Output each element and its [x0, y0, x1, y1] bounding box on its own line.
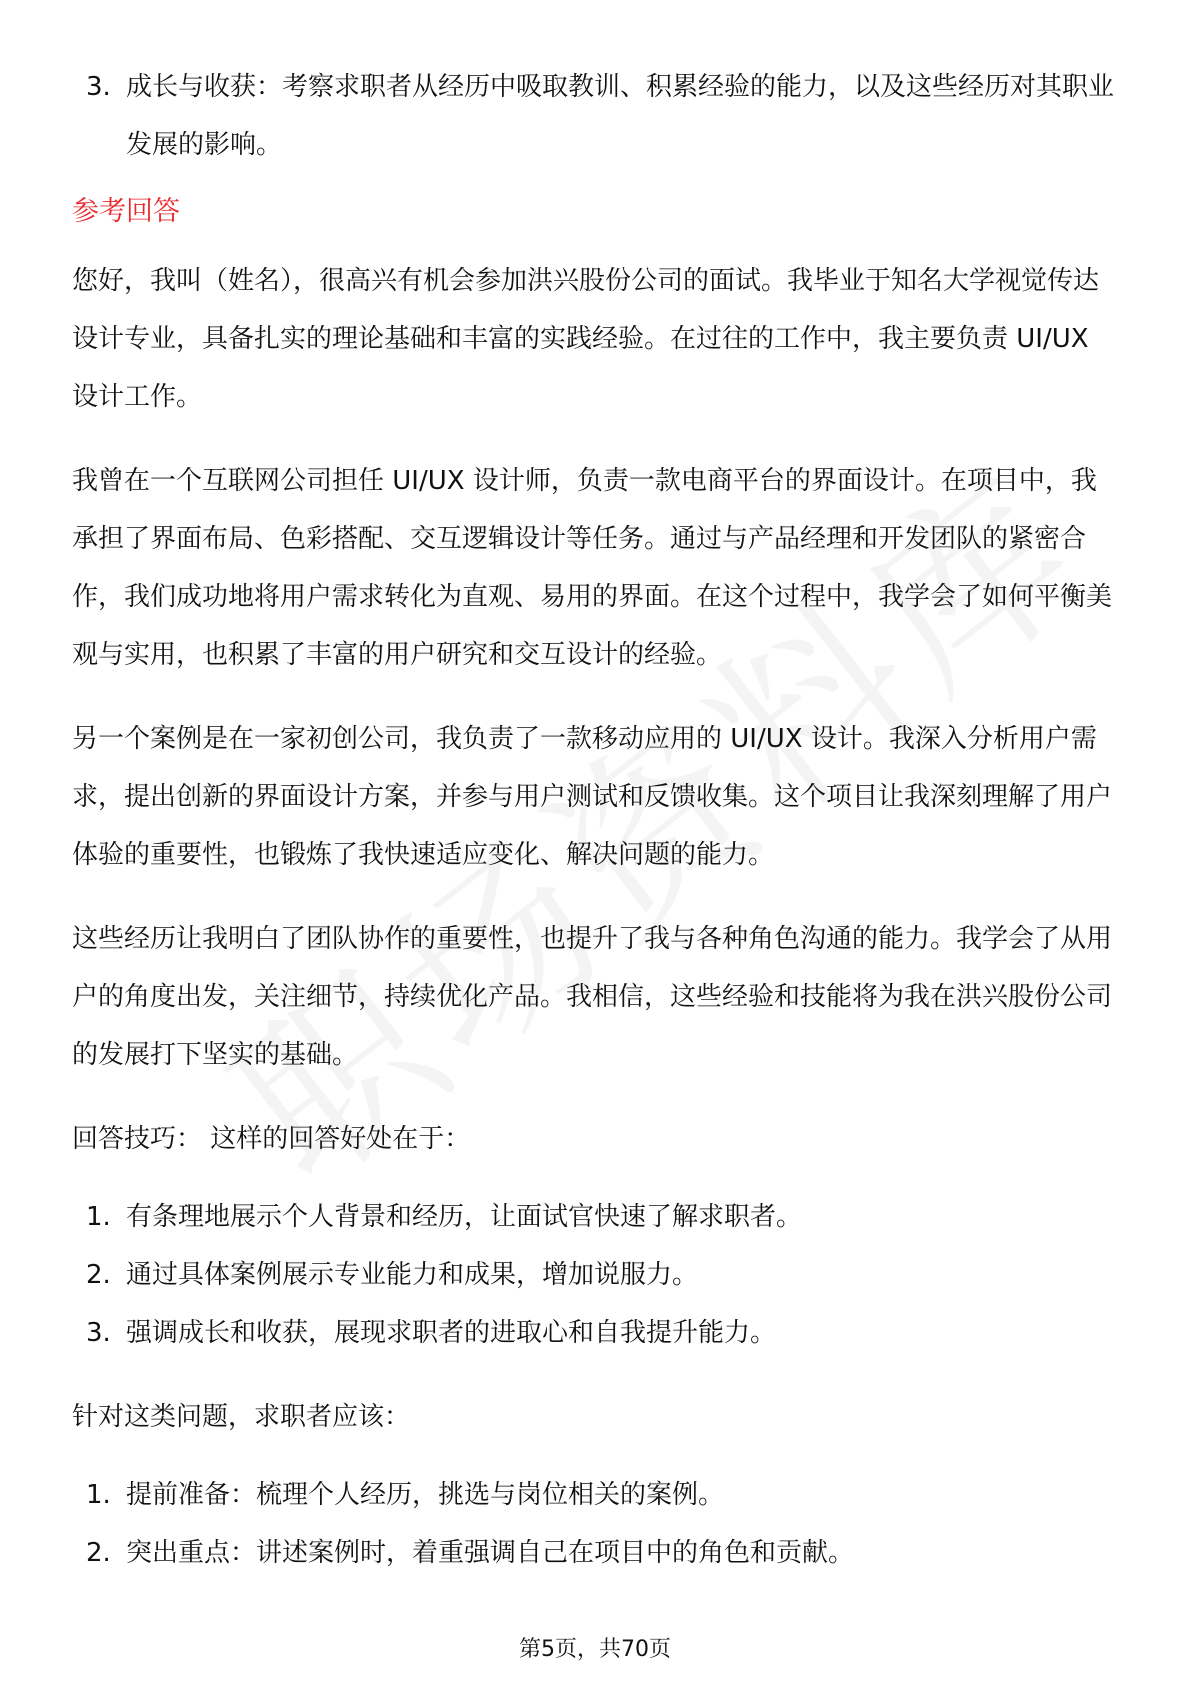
list-item-text: 突出重点：讲述案例时，着重强调自己在项目中的角色和贡献。 — [126, 1538, 855, 1568]
tips-intro: 回答技巧： 这样的回答好处在于： — [72, 1124, 471, 1154]
list-item-text: 强调成长和收获，展现求职者的进取心和自我提升能力。 — [126, 1318, 777, 1348]
section-title-reference-answer: 参考回答 — [72, 196, 180, 227]
list-item — [72, 1524, 1122, 1582]
list-item-text: 有条理地展示个人背景和经历，让面试官快速了解求职者。 — [126, 1202, 803, 1232]
list-item-number: 3. — [86, 72, 111, 102]
list-item-number: 1. — [86, 1480, 111, 1510]
list-item-number: 3. — [86, 1318, 111, 1348]
page-content — [72, 58, 1122, 1582]
list-item-text: 通过具体案例展示专业能力和成果，增加说服力。 — [126, 1260, 699, 1290]
tips-list — [72, 1188, 1122, 1362]
list-item-number: 2. — [86, 1260, 111, 1290]
list-item — [72, 1466, 1122, 1524]
list-item-number: 2. — [86, 1538, 111, 1568]
advice-intro: 针对这类问题，求职者应该： — [72, 1402, 411, 1432]
list-item — [72, 1188, 1122, 1246]
list-item-text: 成长与收获：考察求职者从经历中吸取教训、积累经验的能力，以及这些经历对其职业发展的影响。 — [126, 72, 1115, 160]
answer-paragraph: 您好，我叫（姓名），很高兴有机会参加洪兴股份公司的面试。我毕业于知名大学视觉传达设计专业，具备扎实的理论基础和丰富的实践经验。在过往的工作中，我主要负责 UI/UX 设计工作。 — [72, 266, 1100, 412]
list-item-text: 提前准备：梳理个人经历，挑选与岗位相关的案例。 — [126, 1480, 725, 1510]
page-number-footer: 第5页，共70页 — [519, 1637, 671, 1662]
answer-paragraph: 我曾在一个互联网公司担任 UI/UX 设计师，负责一款电商平台的界面设计。在项目中，我承担了界面布局、色彩搭配、交互逻辑设计等任务。通过与产品经理和开发团队的紧密合作，我们成功地将用户需求转化为直观、易用的界面。在这个过程中，我学会了如何平衡美观与实用，也积累了丰富的用户研究和交互设计的经验。 — [72, 466, 1113, 670]
answer-paragraph: 这些经历让我明白了团队协作的重要性，也提升了我与各种角色沟通的能力。我学会了从用户的角度出发，关注细节，持续优化产品。我相信，这些经验和技能将为我在洪兴股份公司的发展打下坚实的基础。 — [72, 924, 1113, 1070]
advice-list — [72, 1466, 1122, 1582]
answer-paragraph: 另一个案例是在一家初创公司，我负责了一款移动应用的 UI/UX 设计。我深入分析用户需求，提出创新的界面设计方案，并参与用户测试和反馈收集。这个项目让我深刻理解了用户体验的重要性，也锻炼了我快速适应变化、解决问题的能力。 — [72, 724, 1113, 870]
list-item — [72, 58, 1122, 174]
list-item — [72, 1304, 1122, 1362]
intro-list — [72, 58, 1122, 174]
list-item-number: 1. — [86, 1202, 111, 1232]
list-item — [72, 1246, 1122, 1304]
